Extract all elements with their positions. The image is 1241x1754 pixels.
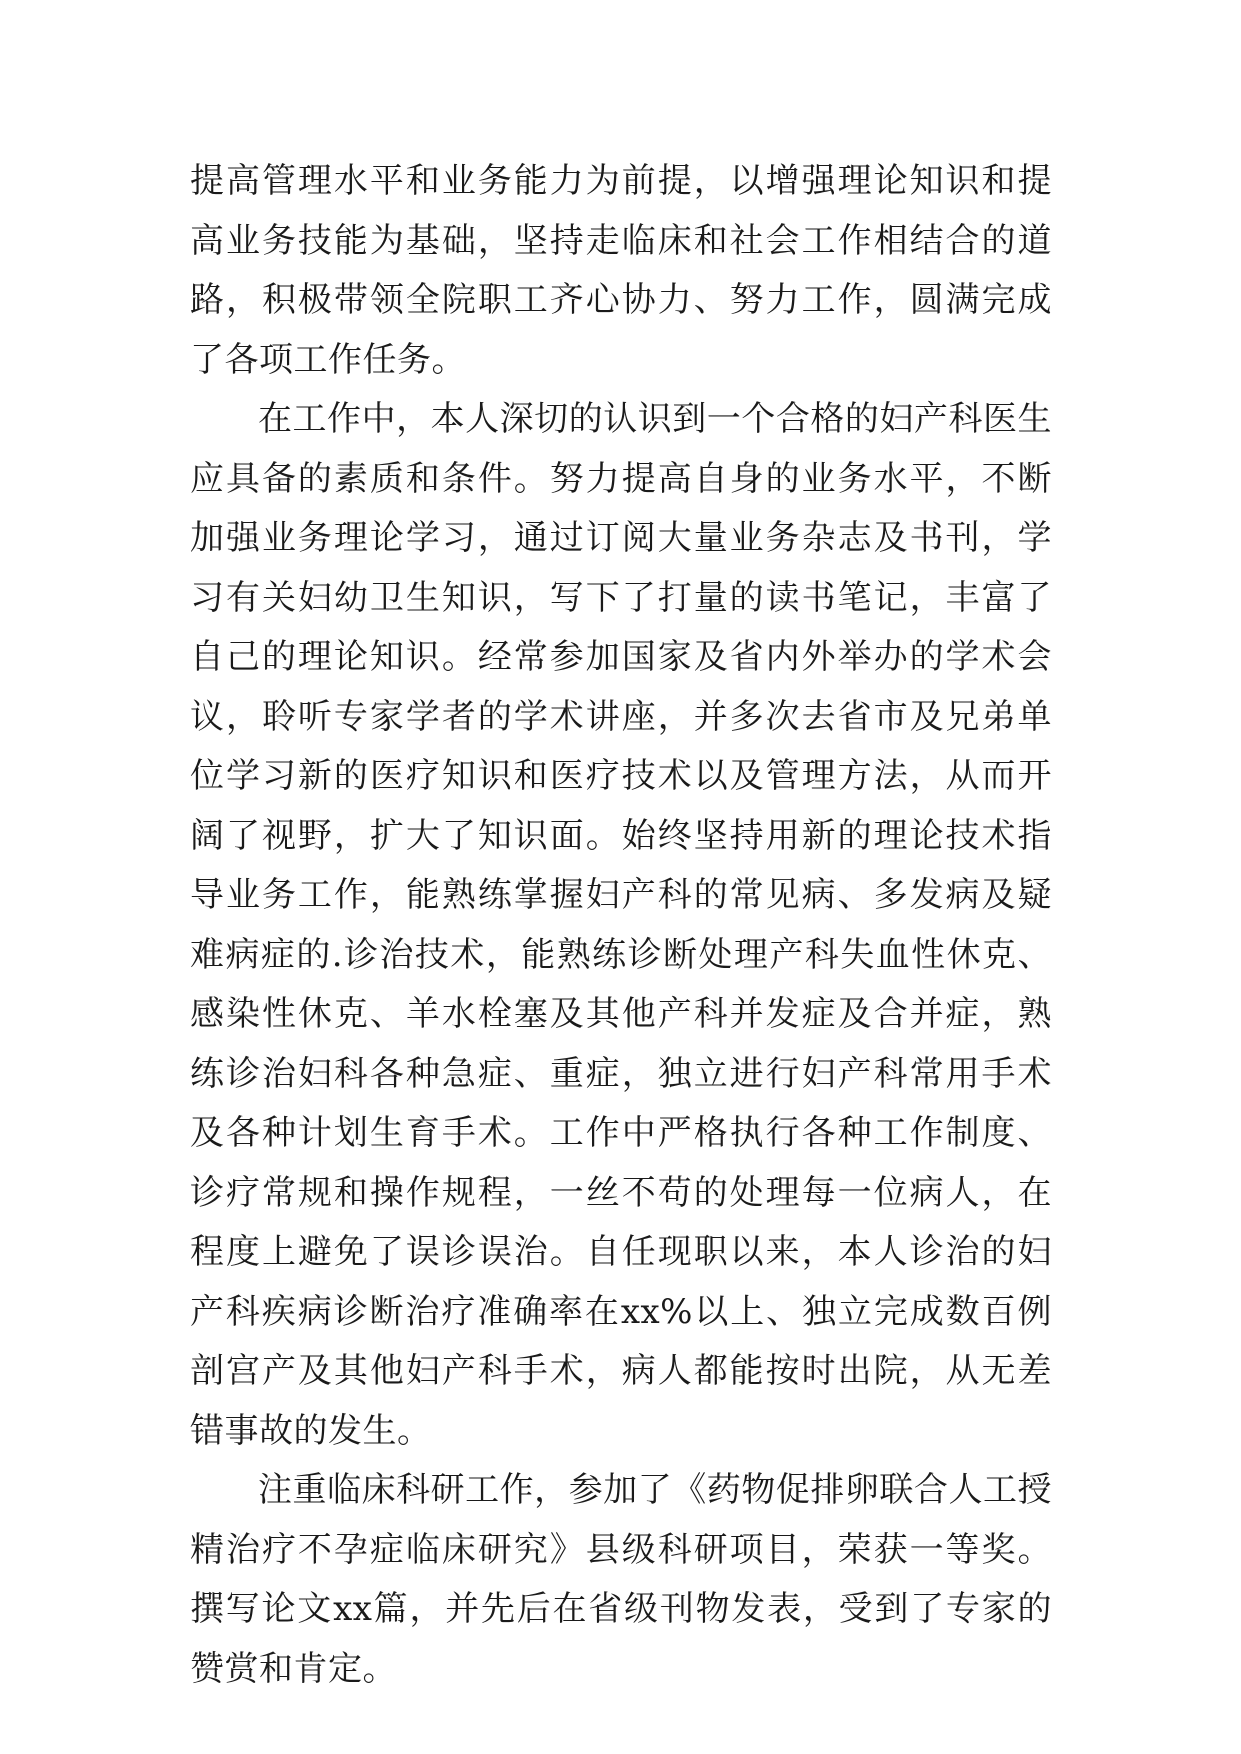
paragraph-3: 注重临床科研工作，参加了《药物促排卵联合人工授精治疗不孕症临床研究》县级科研项目，荣获一等奖。撰写论文xx篇，并先后在省级刊物发表，受到了专家的赞赏和肯定。 xyxy=(190,1470,1052,1689)
document-body xyxy=(190,152,1052,1699)
paragraph-2: 在工作中，本人深切的认识到一个合格的妇产科医生应具备的素质和条件。努力提高自身的业务水平，不断加强业务理论学习，通过订阅大量业务杂志及书刊，学习有关妇幼卫生知识，写下了打量的读书笔记，丰富了自己的理论知识。经常参加国家及省内外举办的学术会议，聆听专家学者的学术讲座，并多次去省市及兄弟单位学习新的医疗知识和医疗技术以及管理方法，从而开阔了视野，扩大了知识面。始终坚持用新的理论技术指导业务工作，能熟练掌握妇产科的常见病、多发病及疑难病症的.诊治技术，能熟练诊断处理产科失血性休克、感染性休克、羊水栓塞及其他产科并发症及合并症，熟练诊治妇科各种急症、重症，独立进行妇产科常用手术及各种计划生育手术。工作中严格执行各种工作制度、诊疗常规和操作规程，一丝不苟的处理每一位病人，在程度上避免了误诊误治。自任现职以来，本人诊治的妇产科疾病诊断治疗准确率在xx%以上、独立完成数百例剖宫产及其他妇产科手术，病人都能按时出院，从无差错事故的发生。 xyxy=(190,399,1052,1451)
paragraph-1: 提高管理水平和业务能力为前提，以增强理论知识和提高业务技能为基础，坚持走临床和社会工作相结合的道路，积极带领全院职工齐心协力、努力工作，圆满完成了各项工作任务。 xyxy=(190,161,1052,380)
